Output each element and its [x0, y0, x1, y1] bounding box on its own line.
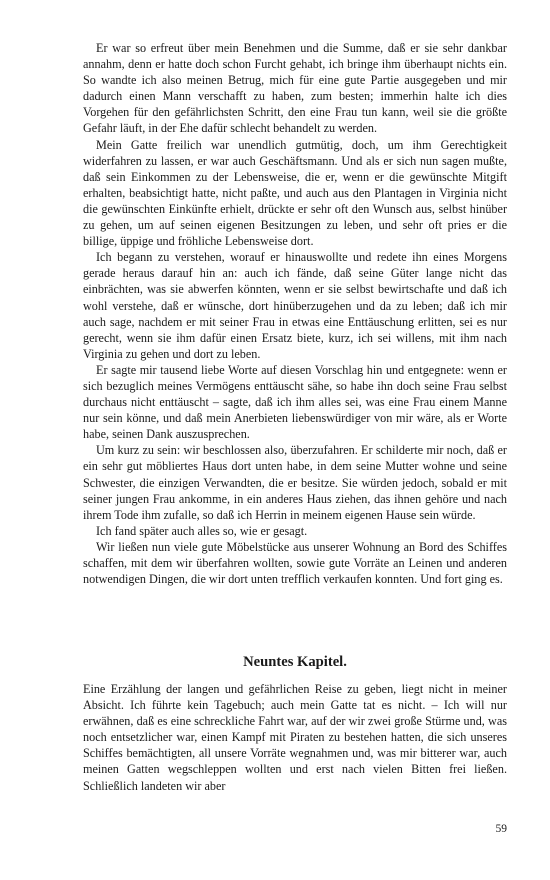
paragraph: Mein Gatte freilich war unendlich gutmütig, doch, um ihm Gerechtigkeit widerfahren zu lassen, er war auch Geschäftsmann. Und als er sich nun sagen mußte, daß sein Einkommen zu der Lebensweise, die er, wenn er die gewünschte Mitgift erhalten, beabsichtigt hatte, nicht paßte, und auch aus den Plantagen in Virginia nicht die gewünschten Einkünfte erhielt, drückte er sehr oft den Wunsch aus, selbst hinüber zu gehen, um auf seinen eigenen Besitzungen zu leben, und sehr oft pries er die billige, üppige und fröhliche Lebensweise dort.: [83, 137, 507, 249]
page-number: 59: [495, 823, 507, 835]
paragraph: Ich fand später auch alles so, wie er gesagt.: [96, 523, 308, 538]
paragraph: Er sagte mir tausend liebe Worte auf diesen Vorschlag hin und entgegnete: wenn er sich bezuglich meines Vermögens enttäuscht sähe, so habe ihn doch seine Frau selbst durchaus nicht enttäuscht – sagte, daß ich ihm alles sei, was eine Frau einem Manne nur sein könne, und daß mein Anerbieten liebenswürdiger von mir wäre, als er Worte habe, seinen Dank auszusprechen.: [83, 362, 507, 442]
paragraph: Wir ließen nun viele gute Möbelstücke aus unserer Wohnung an Bord des Schiffes schaffen, mit dem wir überfahren wollten, sowie gute Vorräte an Leinen und anderen notwendigen Dingen, die wir dort unten trefflich verkaufen konnten. Und fort ging es.: [83, 539, 507, 587]
chapter-heading: Neuntes Kapitel.: [243, 654, 347, 670]
chapter-opening-paragraph: Eine Erzählung der langen und gefährlichen Reise zu geben, liegt nicht in meiner Absicht. Ich führte kein Tagebuch; auch mein Gatte tat es nicht. – Ich will nur erwähnen, daß es eine schreckliche Fahrt war, auf der wir zwei große Stürme und, was noch entsetzlicher war, einen Kampf mit Piraten zu bestehen hatten, die sich unseres Schiffes bemächtigten, all unsere Vorräte wegnahmen und, was mir bitterer war, auch meinen Gatten wegschleppen wollten und erst nach vielen Bitten frei ließen. Schließlich landeten wir aber: [83, 682, 507, 793]
paragraph: Er war so erfreut über mein Benehmen und die Summe, daß er sie sehr dankbar annahm, denn er hatte doch schon Furcht gehabt, ich bringe ihm überhaupt nichts ein. So wandte ich also meinen Betrug, mich für eine gute Partie ausgegeben und mir dadurch einen Mann verschafft zu haben, zum besten; immerhin halte ich dies Vorgehen für den gefährlichsten Schritt, den eine Frau tun kann, weil sie die größte Gefahr läuft, in der Ehe dafür schlecht behandelt zu werden.: [83, 41, 507, 136]
paragraph: Ich begann zu verstehen, worauf er hinauswollte und redete ihn eines Morgens gerade heraus darauf hin an: auch ich fände, daß seine Güter lange nicht das einbrächten, was sie abwerfen könnten, wenn er sie selbst bewirtschafte und daß ich wohl verstehe, daß er wünsche, dort hinüberzugehen und da zu leben; daß ich mir auch sage, nachdem er mit seiner Frau in etwas eine Enttäuschung erlitten, sei es nur gerecht, wenn sie ihm dafür einen Ersatz biete, kurz, ich sei willens, mit ihm nach Virginia zu gehen und dort zu leben.: [83, 250, 507, 361]
body-text-before-chapter: [83, 40, 507, 587]
paragraph: Um kurz zu sein: wir beschlossen also, überzufahren. Er schilderte mir noch, daß er ein sehr gut möbliertes Haus dort unten habe, in dem seine Mutter wohne und seine Schwester, die einzigen Verwandten, die er besitze. Sie würden jedoch, sobald er mit seiner jungen Frau ankomme, in ein anderes Haus ziehen, das ihnen gehöre und nach ihrem Tode ihm zufalle, so daß ich Herrin in meinem eigenen Hause sein würde.: [83, 443, 507, 522]
body-text-chapter: [83, 681, 507, 794]
